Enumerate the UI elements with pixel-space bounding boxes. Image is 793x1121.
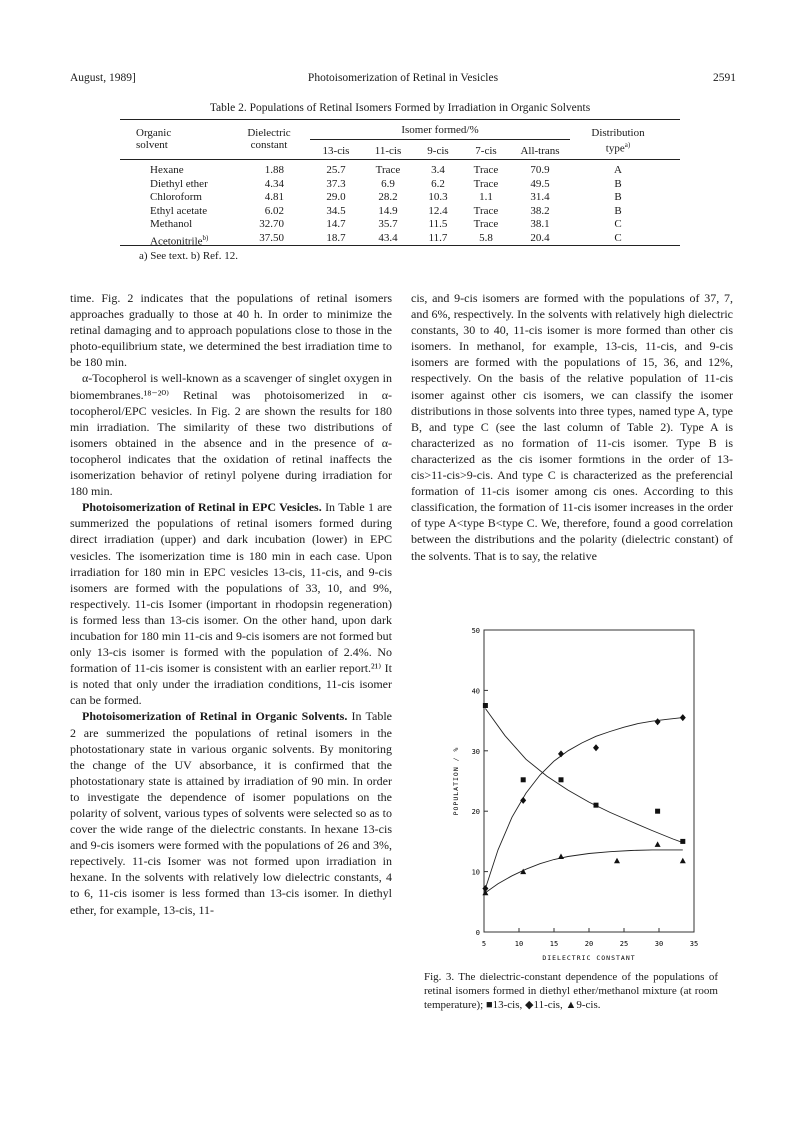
point-9-cis bbox=[680, 858, 686, 864]
table-cell-c13: 29.0 bbox=[326, 191, 346, 203]
section-heading: Photoisomerization of Retinal in EPC Vesicles. bbox=[82, 500, 322, 515]
solvent-name: Acetonitrile bbox=[150, 235, 203, 248]
table-cell-type: C bbox=[614, 231, 622, 244]
point-11-cis bbox=[593, 744, 599, 751]
table-cell-dc: 37.50 bbox=[259, 231, 284, 244]
point-13-cis bbox=[680, 839, 685, 844]
table-cell-at: 31.4 bbox=[530, 191, 550, 203]
paragraph: α-Tocopherol is well-known as a scavenger of singlet oxygen in biomembranes.¹⁸⁻²⁰⁾ Retinal was photoisomerized in α-tocopherol/EPC vesicles. In Fig. 2 are shown the results for 180 min irradiation. The similarity of these two distributions of isomers obtained in the absence and in the presence of α-tocopherol indicates that the oxidation of retinal inaffects the isomerization behavior of retinyl polyene during irradiation for 180 min. bbox=[70, 371, 392, 499]
table-cell-at: 49.5 bbox=[530, 177, 550, 190]
table-cell-c9: 11.7 bbox=[428, 231, 448, 244]
dielectric-chart bbox=[440, 622, 730, 962]
point-13-cis bbox=[483, 703, 488, 708]
point-13-cis bbox=[594, 803, 599, 808]
table-caption: Table 2. Populations of Retinal Isomers Formed by Irradiation in Organic Solvents bbox=[209, 102, 591, 114]
header-alltrans: All-trans bbox=[520, 145, 560, 157]
table-cell-c7: 5.8 bbox=[479, 231, 493, 244]
x-tick-label: 10 bbox=[514, 940, 524, 948]
plot-frame bbox=[484, 630, 694, 932]
table-cell-type: A bbox=[614, 164, 622, 176]
y-axis-label: POPULATION / % bbox=[452, 746, 460, 816]
curve-13-cis bbox=[485, 709, 682, 843]
point-9-cis bbox=[482, 890, 488, 896]
page-number: 2591 bbox=[713, 72, 736, 84]
point-9-cis bbox=[655, 841, 661, 847]
point-11-cis bbox=[680, 714, 686, 721]
table-cell-at: 20.4 bbox=[530, 231, 550, 244]
table-cell-c11: 28.2 bbox=[378, 191, 398, 203]
running-header bbox=[70, 72, 736, 88]
point-13-cis bbox=[521, 777, 526, 782]
solvent-sup: b) bbox=[202, 233, 209, 242]
header-sub-rule bbox=[310, 139, 570, 140]
header-7cis: 7-cis bbox=[475, 145, 497, 157]
header-13cis: 13-cis bbox=[322, 145, 350, 157]
solvent-name: Ethyl acetate bbox=[150, 204, 208, 217]
y-tick-label: 10 bbox=[471, 868, 480, 877]
table-cell-solvent bbox=[150, 190, 202, 204]
table-cell-at: 38.2 bbox=[530, 204, 550, 217]
left-column bbox=[70, 290, 392, 918]
header-bottom-rule bbox=[120, 159, 680, 160]
table-cell-solvent bbox=[150, 217, 192, 231]
point-13-cis bbox=[559, 777, 564, 782]
paragraph: time. Fig. 2 indicates that the populations of retinal isomers approaches gradually to those at 40 h. In order to minimize the retinal damaging and to approach populations close to those in the photo-equilibrium state, we determined the best irradiation time to be 180 min. bbox=[70, 291, 392, 370]
table-cell-c11: 14.9 bbox=[378, 204, 398, 217]
table-cell-c13: 34.5 bbox=[326, 204, 346, 217]
figure-3 bbox=[440, 622, 730, 962]
paragraph: cis, and 9-cis isomers are formed with the populations of 37, 7, and 6%, respectively. In the solvents with relatively high dielectric constants, 30 to 40, 11-cis isomer is more formed than other cis isomers. In methanol, for example, 13-cis, 11-cis, and 9-cis isomers are formed with the populations of 15, 36, and 12%, respectively. On the basis of the relative population of 11-cis isomer against other cis isomers, we can classify the isomer distributions in those solvents into three types, named type A, type B, and type C (see the last column of Table 2). Type A is characterized as no formation of 11-cis isomer. Type B is characterized as the cis isomer formtions in the order of 13-cis>11-cis>9-cis. And type C is characterized as the preferencial formation of 11-cis isomer among cis ones. According to this classification, the formation of 11-cis isomer increases in the order of type A<type B<type C. We, therefore, found a good correlation between the distributions and the polarity (dielectric constant) of the solvents. That is to say, the relative bbox=[411, 291, 733, 563]
y-tick-label: 50 bbox=[471, 627, 480, 635]
point-11-cis bbox=[558, 750, 564, 757]
point-11-cis bbox=[655, 718, 661, 725]
x-tick-label: 20 bbox=[584, 940, 594, 948]
table-cell-c7: Trace bbox=[473, 204, 499, 217]
solvent-name: Diethyl ether bbox=[150, 177, 208, 190]
table-cell-c7: Trace bbox=[473, 164, 499, 176]
table-cell-c7: 1.1 bbox=[479, 191, 493, 203]
table-cell-dc: 4.81 bbox=[264, 191, 284, 203]
table-cell-c9: 6.2 bbox=[431, 177, 445, 190]
header-distribution bbox=[576, 127, 660, 155]
header-isomer-formed: Isomer formed/% bbox=[401, 124, 479, 136]
table-cell-solvent bbox=[150, 177, 208, 191]
table-cell-c13: 37.3 bbox=[326, 177, 346, 190]
table-cell-c9: 11.5 bbox=[428, 218, 448, 230]
header-title: Photoisomerization of Retinal in Vesicles bbox=[307, 72, 499, 84]
curve-11-cis bbox=[485, 718, 682, 889]
right-column bbox=[411, 290, 733, 564]
curve-9-cis bbox=[485, 850, 682, 893]
figure-caption: Fig. 3. The dielectric-constant dependence of the populations of retinal isomers formed in diethyl ether/methanol mixture (at room temperature); ■13-cis, ◆11-cis, ▲9-cis. bbox=[424, 971, 718, 1011]
point-11-cis bbox=[520, 797, 526, 804]
table-cell-c7: Trace bbox=[473, 177, 499, 190]
header-organic-solvent: Organic solvent bbox=[136, 127, 172, 151]
solvent-name: Chloroform bbox=[150, 191, 202, 203]
table-cell-c9: 3.4 bbox=[431, 164, 445, 176]
y-tick-label: 40 bbox=[471, 687, 480, 696]
point-9-cis bbox=[614, 858, 620, 864]
section-heading: Photoisomerization of Retinal in Organic Solvents. bbox=[82, 709, 348, 724]
point-9-cis bbox=[558, 854, 564, 860]
table-cell-type: B bbox=[614, 191, 622, 203]
table-cell-type: B bbox=[614, 204, 622, 217]
table-cell-c9: 12.4 bbox=[428, 204, 448, 217]
table-cell-c13: 25.7 bbox=[326, 164, 346, 176]
table-cell-c11: 35.7 bbox=[378, 218, 398, 230]
paragraph: Photoisomerization of Retinal in EPC Vesicles. In Table 1 are summerized the populations of retinal isomers formed during direct irradiation (upper) and dark incubation (lower) in EPC vesicles. The isomerization time is 180 min in each case. Upon irradiation for 180 min in EPC vesicles 13-cis, 11-cis, and 9-cis isomers are formed with the populations of 33, 10, and 9%, respectively. 11-cis Isomer (important in rhodopsin regeneration) is formed less than 13-cis isomer. On the other hand, upon dark incubation for 180 min 11-cis and 9-cis isomers are not formed but only 13-cis isomer is formed with the population of 2.4%. No formation of 11-cis isomer is consistent with an earlier report.²¹⁾ It is noted that only under the irradiation conditions, 11-cis isomer can be formed. bbox=[70, 500, 393, 708]
y-tick-label: 0 bbox=[475, 929, 480, 937]
table-cell-c13: 18.7 bbox=[326, 231, 346, 244]
x-tick-label: 25 bbox=[619, 940, 629, 948]
x-axis-label: DIELECTRIC CONSTANT bbox=[542, 954, 636, 962]
table-bottom-rule bbox=[120, 245, 680, 246]
table-cell-c11: Trace bbox=[375, 164, 401, 176]
table-footnote: a) See text. b) Ref. 12. bbox=[139, 250, 238, 262]
y-tick-label: 20 bbox=[471, 808, 480, 817]
table-cell-c11: 6.9 bbox=[381, 177, 395, 190]
paragraph: Photoisomerization of Retinal in Organic Solvents. In Table 2 are summerized the populations of retinal isomers in the photostationary state in various organic solvents. By monitoring the change of the UV absorbance, it is confirmed that the photostationary state is attained by irradiation of 90 min. In order to investigate the dependence of isomer populations on the polarity of solvent, various types of solvents were selected so as to cover the wide range of the dielectric constants. In hexane 13-cis and 9-cis isomers were formed with the populations of 26 and 3%, repectively. 11-cis Isomer was not formed upon irradiation in hexane. In the solvents with relatively low dielectric constants, 4 to 6, 11-cis isomer is less formed than 13-cis isomer. In diethyl ether, for example, 13-cis, 11- bbox=[70, 709, 392, 917]
table-cell-c13: 14.7 bbox=[326, 218, 346, 230]
solvent-name: Methanol bbox=[150, 218, 193, 230]
header-distribution-label: Distribution type bbox=[591, 127, 645, 155]
table-cell-at: 38.1 bbox=[530, 218, 550, 230]
table-cell-c7: Trace bbox=[473, 218, 499, 230]
header-dielectric: Dielectric constant bbox=[247, 127, 291, 151]
table-top-rule bbox=[120, 119, 680, 120]
x-tick-label: 15 bbox=[549, 940, 559, 948]
solvent-name: Hexane bbox=[150, 164, 184, 176]
header-date: August, 1989] bbox=[70, 72, 136, 84]
table-cell-at: 70.9 bbox=[530, 164, 550, 176]
table-cell-type: C bbox=[614, 218, 622, 230]
table-cell-c9: 10.3 bbox=[428, 191, 448, 203]
x-tick-label: 5 bbox=[481, 940, 487, 948]
table-cell-c11: 43.4 bbox=[378, 231, 398, 244]
table-cell-type: B bbox=[614, 177, 622, 190]
table-cell-solvent bbox=[150, 204, 207, 218]
x-tick-label: 35 bbox=[689, 940, 699, 948]
table-cell-dc: 6.02 bbox=[264, 204, 284, 217]
header-11cis: 11-cis bbox=[374, 145, 402, 157]
header-distribution-sup: a) bbox=[624, 141, 631, 149]
point-13-cis bbox=[655, 809, 660, 814]
table-cell-dc: 32.70 bbox=[259, 218, 284, 230]
table-cell-solvent bbox=[150, 163, 184, 177]
y-tick-label: 30 bbox=[471, 747, 480, 756]
header-9cis: 9-cis bbox=[427, 145, 449, 157]
x-tick-label: 30 bbox=[654, 940, 664, 948]
table-cell-dc: 4.34 bbox=[264, 177, 284, 190]
table-cell-dc: 1.88 bbox=[264, 164, 284, 176]
